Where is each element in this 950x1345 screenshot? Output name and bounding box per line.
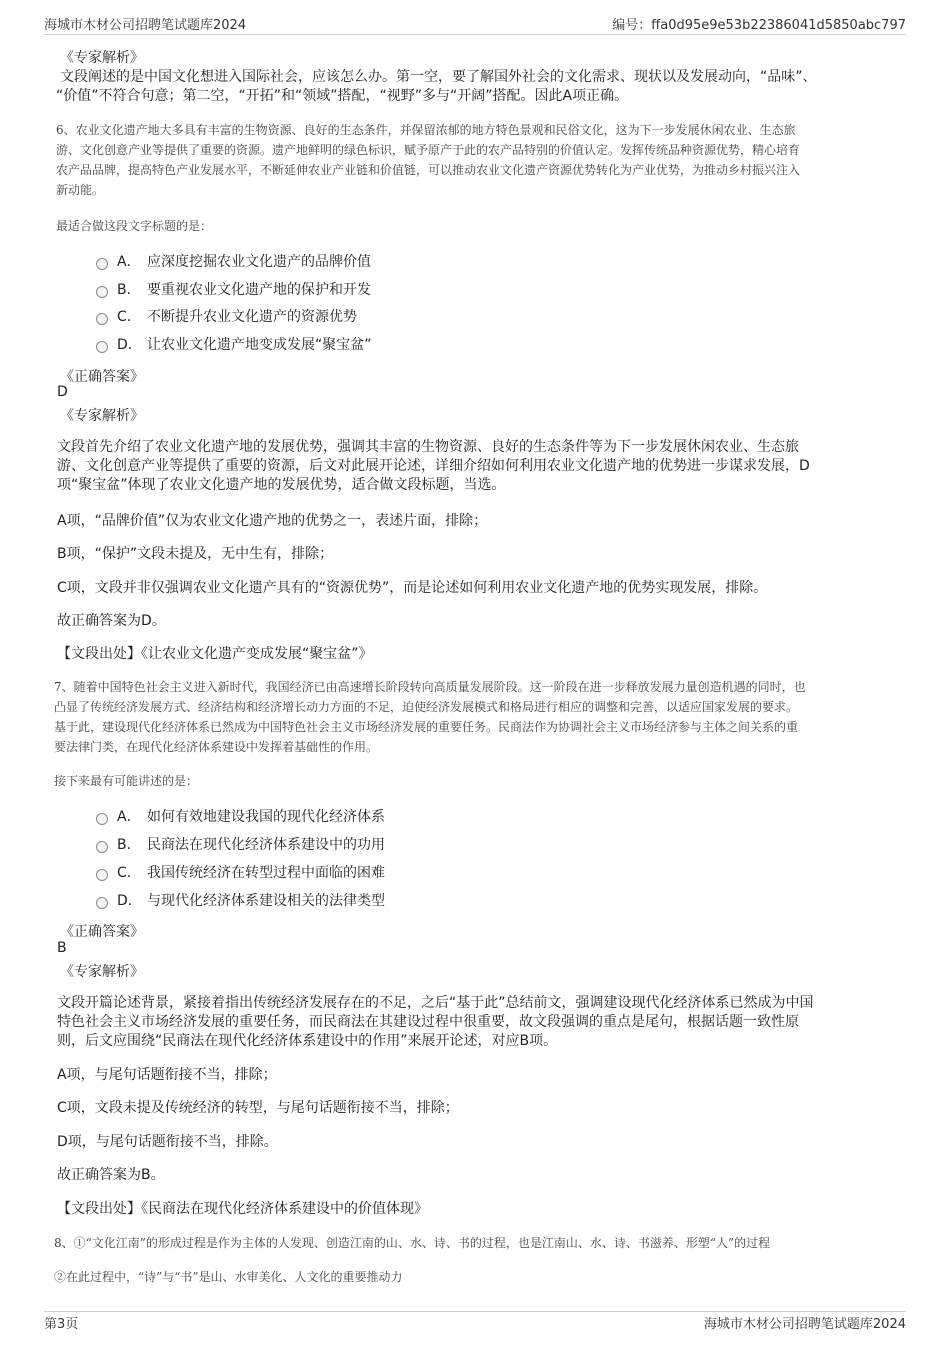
radio-icon[interactable]: [96, 869, 108, 881]
q6-item-c: C项，文段并非仅强调农业文化遗产具有的“资源优势”，而是论述如何利用农业文化遗产地的优势实现发展，排除。: [57, 580, 768, 596]
q7-analysis-line: 特色社会主义市场经济发展的重要任务，而民商法在其建设过程中很重要，故文段强调的重点是尾句，根据话题一致性原: [57, 1014, 799, 1030]
q6-conclusion: 故正确答案为D。: [57, 613, 166, 629]
radio-icon[interactable]: [96, 841, 108, 853]
q7-stem-line: 7、随着中国特色社会主义进入新时代，我国经济已由高速增长阶段转向高质量发展阶段。这一阶段在进一步释放发展力量创造机遇的同时，也: [54, 680, 806, 694]
q6-stem: [56, 120, 800, 200]
q7-option-d[interactable]: D． 与现代化经济体系建设相关的法律类型: [96, 890, 385, 910]
q6-option-a[interactable]: A． 应深度挖掘农业文化遗产的品牌价值: [96, 251, 371, 271]
q6-answer: D: [57, 384, 68, 400]
q7-conclusion: 故正确答案为B。: [57, 1167, 165, 1183]
q6-item-a: A项，“品牌价值”仅为农业文化遗产地的优势之一，表述片面，排除；: [57, 513, 488, 529]
q6-item-b: B项，“保护”文段未提及，无中生有，排除；: [57, 546, 334, 562]
footer-title: 海城市木材公司招聘笔试题库2024: [703, 1317, 906, 1332]
header-divider: [44, 34, 906, 35]
top-analysis-label: 《专家解析》: [60, 50, 144, 66]
top-analysis-line: 文段阐述的是中国文化想进入国际社会，应该怎么办。第一空，要了解国外社会的文化需求、现状以及发展动向，“品味”、: [60, 69, 817, 85]
page-header: [0, 0, 950, 35]
q7-prompt: 接下来最有可能讲述的是：: [54, 774, 199, 788]
radio-icon[interactable]: [96, 258, 108, 270]
q7-option-c[interactable]: C． 我国传统经济在转型过程中面临的困难: [96, 862, 385, 882]
q7-option-b[interactable]: B． 民商法在现代化经济体系建设中的功用: [96, 834, 385, 854]
q7-analysis-line: 文段开篇论述背景，紧接着指出传统经济发展存在的不足，之后“基于此”总结前文，强调建设现代化经济体系已然成为中国: [57, 995, 814, 1011]
radio-icon[interactable]: [96, 313, 108, 325]
page-number: 第3页: [44, 1317, 79, 1332]
q7-source: 【文段出处】《民商法在现代化经济体系建设中的价值体现》: [57, 1201, 428, 1217]
footer-divider: [44, 1311, 906, 1312]
q6-stem-line: 6、农业文化遗产地大多具有丰富的生物资源、良好的生态条件，并保留浓郁的地方特色景观和民俗文化，这为下一步发展休闲农业、生态旅: [56, 123, 796, 137]
q6-answer-label: 《正确答案》: [60, 369, 144, 385]
q6-analysis-line: 项“聚宝盆”体现了农业文化遗产地的发展优势，适合做文段标题，当选。: [57, 477, 506, 493]
radio-icon[interactable]: [96, 341, 108, 353]
q6-option-b[interactable]: B． 要重视农业文化遗产地的保护和开发: [96, 279, 371, 299]
q6-stem-line: 新动能。: [56, 183, 105, 197]
top-analysis-line: “价值”不符合句意；第二空，“开拓”和“领域”搭配，“视野”多与“开阔”搭配。因此A项正确。: [56, 88, 629, 104]
q7-item-c: C项，文段未提及传统经济的转型，与尾句话题衔接不当，排除；: [57, 1100, 459, 1116]
q6-analysis: [57, 438, 810, 495]
q6-source: 【文段出处】《让农业文化遗产变成发展“聚宝盆”》: [57, 646, 373, 662]
q7-answer: B: [57, 940, 67, 956]
radio-icon[interactable]: [96, 813, 108, 825]
header-title: 海城市木材公司招聘笔试题库2024: [44, 18, 247, 33]
radio-icon[interactable]: [96, 286, 108, 298]
q7-answer-label: 《正确答案》: [60, 924, 144, 940]
q7-stem-line: 凸显了传统经济发展方式、经济结构和经济增长动力方面的不足，迫使经济发展模式和格局进行相应的调整和完善，以适应国家发展的要求。: [54, 700, 799, 714]
q6-stem-line: 农产品品牌，提高特色产业发展水平，不断延伸农业产业链和价值链，可以推动农业文化遗产资源优势转化为产业优势，为推动乡村振兴注入: [56, 163, 801, 177]
q7-analysis: [57, 994, 814, 1051]
q6-analysis-line: 游、文化创意产业等提供了重要的资源，后文对此展开论述，详细介绍如何利用农业文化遗产地的优势进一步谋求发展，D: [57, 458, 810, 474]
q7-item-a: A项，与尾句话题衔接不当，排除；: [57, 1067, 277, 1083]
q6-prompt: 最适合做这段文字标题的是：: [56, 219, 213, 233]
radio-icon[interactable]: [96, 897, 108, 909]
q8-line: 8、①“文化江南”的形成过程是作为主体的人发现、创造江南的山、水、诗、书的过程，也是江南山、水、诗、书滋养、形塑“人”的过程: [54, 1236, 771, 1250]
q6-stem-line: 游、文化创意产业等提供了重要的资源。遗产地鲜明的绿色标识，赋予原产于此的农产品特别的价值认定。发挥传统品种资源优势，精心培育: [56, 143, 801, 157]
q7-item-d: D项，与尾句话题衔接不当，排除。: [57, 1134, 278, 1150]
q7-option-a[interactable]: A． 如何有效地建设我国的现代化经济体系: [96, 806, 385, 826]
q6-option-d[interactable]: D． 让农业文化遗产地变成发展“聚宝盆”: [96, 334, 372, 354]
q7-analysis-line: 则，后文应围绕“民商法在现代化经济体系建设中的作用”来展开论述，对应B项。: [57, 1033, 558, 1049]
q8-line: ②在此过程中，“诗”与“书”是山、水审美化、人文化的重要推动力: [54, 1270, 403, 1284]
q7-analysis-label: 《专家解析》: [60, 964, 144, 980]
q6-analysis-label: 《专家解析》: [60, 408, 144, 424]
q7-stem-line: 要法律门类，在现代化经济体系建设中发挥着基础性的作用。: [54, 740, 379, 754]
q7-stem-line: 基于此，建设现代化经济体系已然成为中国特色社会主义市场经济发展的重要任务。民商法作为协调社会主义市场经济参与主体之间关系的重: [54, 720, 799, 734]
q7-stem: [54, 677, 806, 757]
header-serial: 编号：ffa0d95e9e53b22386041d5850abc797: [612, 18, 906, 33]
q6-option-c[interactable]: C． 不断提升农业文化遗产的资源优势: [96, 306, 357, 326]
q6-analysis-line: 文段首先介绍了农业文化遗产地的发展优势，强调其丰富的生物资源、良好的生态条件等为下一步发展休闲农业、生态旅: [57, 439, 799, 455]
